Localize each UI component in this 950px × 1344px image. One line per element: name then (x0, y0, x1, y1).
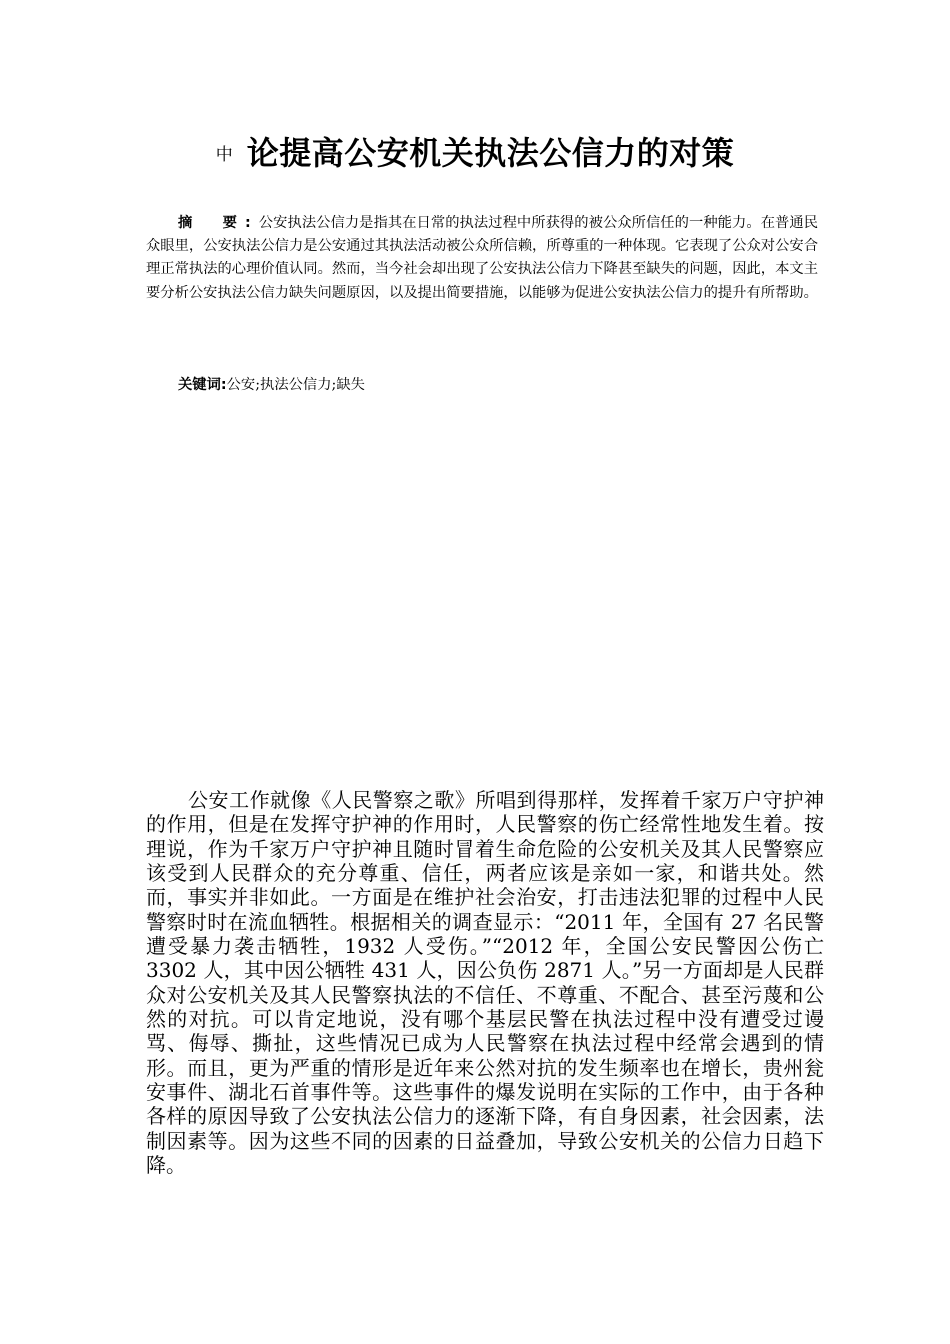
keywords-line (178, 374, 365, 396)
body-paragraph: 公安工作就像《人民警察之歌》所唱到得那样，发挥着千家万户守护神的作用，但是在发挥守护神的作用时，人民警察的伤亡经常性地发生着。按理说，作为千家万户守护神且随时冒着生命危险的公安机关及其人民警察应该受到人民群众的充分尊重、信任，两者应该是亲如一家，和谐共处。然而，事实并非如此。一方面是在维护社会治安，打击违法犯罪的过程中人民警察时时在流血牺牲。根据相关的调查显示：“2011 年，全国有 27 名民警遭受暴力袭击牺牲，1932 人受伤。”“2012 年，全国公安民警因公伤亡 3302 人，其中因公牺牲 431 人，因公负伤 2871 人。”另一方面却是人民群众对公安机关及其人民警察执法的不信任、不尊重、不配合、甚至污蔑和公然的对抗。可以肯定地说，没有哪个基层民警在执法过程中没有遭受过谩骂、侮辱、撕扯，这些情况已成为人民警察在执法过程中经常会遇到的情形。而且，更为严重的情形是近年来公然对抗的发生频率也在增长，贵州瓮安事件、湖北石首事件等。这些事件的爆发说明在实际的工作中，由于各种各样的原因导致了公安执法公信力的逐渐下降，有自身因素，社会因素，法制因素等。因为这些不同的因素的日益叠加，导致公安机关的公信力日趋下降。 (146, 788, 824, 1178)
title-mark: 中 (215, 145, 233, 165)
title-row (0, 128, 950, 174)
keywords-label: 关键词: (178, 377, 227, 393)
keywords-text: 公安;执法公信力;缺失 (226, 377, 365, 393)
abstract-paragraph (146, 212, 818, 305)
abstract-label: 摘 要: (178, 215, 259, 231)
abstract-text: 公安执法公信力是指其在日常的执法过程中所获得的被公众所信任的一种能力。在普通民众眼里，公安执法公信力是公安通过其执法活动被公众所信赖，所尊重的一种体现。它表现了公众对公安合理正常执法的心理价值认同。然而，当今社会却出现了公安执法公信力下降甚至缺失的问题，因此，本文主要分析公安执法公信力缺失问题原因，以及提出简要措施，以能够为促进公安执法公信力的提升有所帮助。 (146, 215, 819, 301)
page-title: 论提高公安机关执法公信力的对策 (246, 134, 735, 172)
